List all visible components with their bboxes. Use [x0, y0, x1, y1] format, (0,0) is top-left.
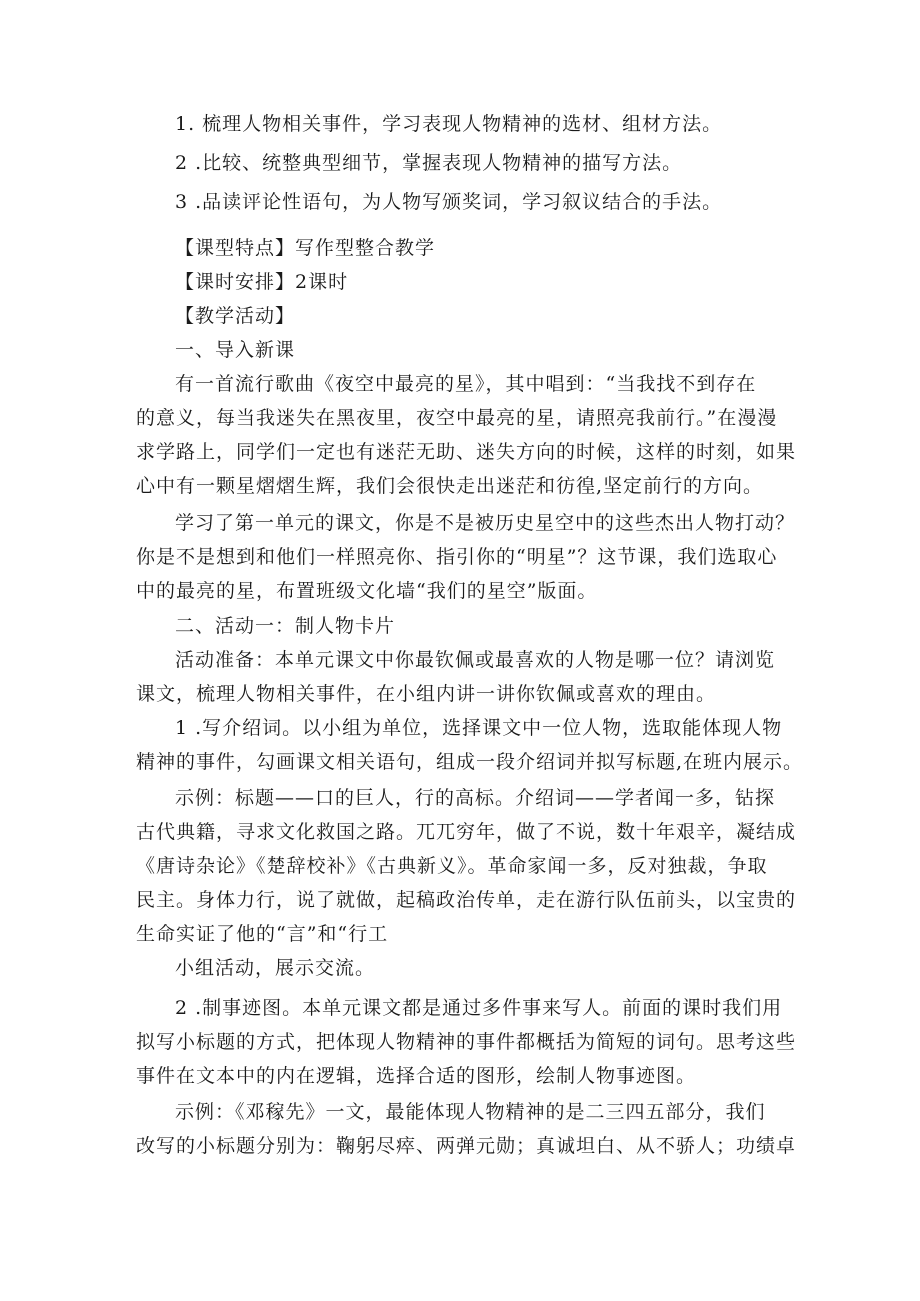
intro-para2-line: 学习了第一单元的课文，你是不是被历史星空中的这些杰出人物打动？: [175, 512, 796, 534]
schedule: 【课时安排】2课时: [175, 271, 349, 293]
objective-3: 3 .品读评论性语句，为人物写颁奖词，学习叙议结合的手法。: [175, 191, 723, 213]
task1-para-line: 1 .写介绍词。以小组为单位，选择课文中一位人物，选取能体现人物: [175, 717, 783, 739]
objective-2: 2 .比较、统整典型细节，掌握表现人物精神的描写方法。: [175, 152, 683, 174]
example2-para-line: 改写的小标题分别为：鞠躬尽瘁、两弹元勋；真诚坦白、从不骄人；功绩卓: [136, 1135, 797, 1157]
prep-para-line: 活动准备：本单元课文中你最钦佩或最喜欢的人物是哪一位？请浏览: [175, 649, 776, 671]
intro-para2-line: 你是不是想到和他们一样照亮你、指引你的“明星”？这节课，我们选取心: [136, 546, 778, 568]
group-activity: 小组活动，展示交流。: [175, 957, 376, 979]
section2-heading: 二、活动一：制人物卡片: [175, 615, 396, 637]
example1-para-line: 民主。身体力行，说了就做，起稿政治传单，走在游行队伍前头，以宝贵的: [136, 889, 797, 911]
example1-para-line: 《唐诗杂论》《楚辞校补》《古典新义》。革命家闻一多，反对独裁，争取: [136, 855, 768, 877]
example2-para-line: 示例：《邓稼先》一文，最能体现人物精神的是二三四五部分，我们: [175, 1101, 766, 1123]
section1-heading: 一、导入新课: [175, 339, 296, 361]
intro-para2-line: 中的最亮的星，布置班级文化墙“我们的星空”版面。: [136, 580, 598, 602]
example1-para-line: 古代典籍，寻求文化救国之路。兀兀穷年，做了不说，数十年艰辛，凝结成: [136, 821, 797, 843]
task2-para-line: 事件在文本中的内在逻辑，选择合适的图形，绘制人物事迹图。: [136, 1065, 697, 1087]
example1-para-line: 示例：标题——口的巨人，行的高标。介绍词——学者闻一多，钻探: [175, 787, 776, 809]
intro-para1-line: 的意义，每当我迷失在黑夜里，夜空中最亮的星，请照亮我前行。”在漫漫: [136, 407, 778, 429]
prep-para-line: 课文，梳理人物相关事件，在小组内讲一讲你钦佩或喜欢的理由。: [136, 683, 717, 705]
intro-para1-line: 心中有一颗星熠熠生辉，我们会很快走出迷茫和彷徨,坚定前行的方向。: [136, 475, 764, 497]
activities-heading: 【教学活动】: [175, 305, 296, 327]
intro-para1-line: 有一首流行歌曲《夜空中最亮的星》，其中唱到：“当我找不到存在: [175, 373, 757, 395]
intro-para1-line: 求学路上，同学们一定也有迷茫无助、迷失方向的时候，这样的时刻，如果: [136, 441, 797, 463]
course-type: 【课型特点】写作型整合教学: [175, 237, 436, 259]
task1-para-line: 精神的事件，勾画课文相关语句，组成一段介绍词并拟写标题,在班内展示。: [136, 751, 804, 773]
task2-para-line: 2 .制事迹图。本单元课文都是通过多件事来写人。前面的课时我们用: [175, 997, 783, 1019]
example1-para-line: 生命实证了他的“言”和“行工: [136, 923, 389, 945]
task2-para-line: 拟写小标题的方式，把体现人物精神的事件都概括为简短的词句。思考这些: [136, 1031, 797, 1053]
objective-1: 1. 梳理人物相关事件，学习表现人物精神的选材、组材方法。: [175, 113, 723, 135]
